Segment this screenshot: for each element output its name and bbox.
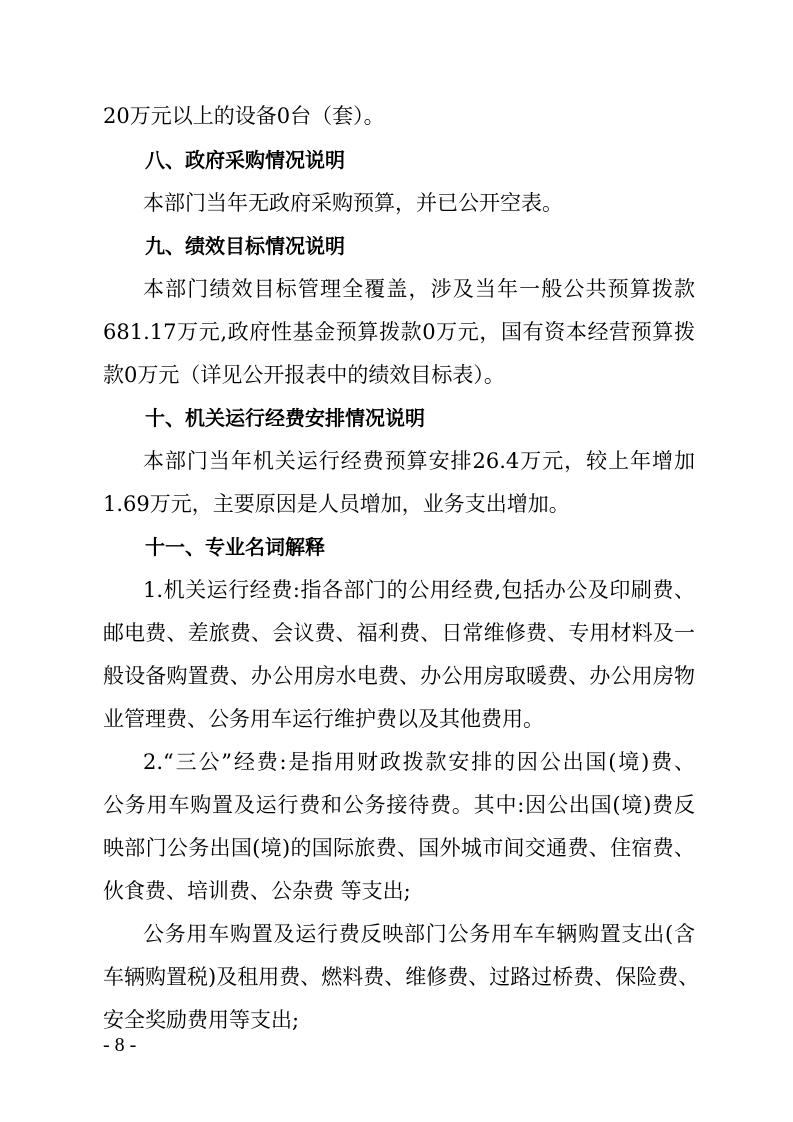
paragraph-line: 本部门当年机关运行经费预算安排26.4万元，较上年增加: [143, 449, 695, 473]
section-heading-11: 十一、专业名词解释: [145, 535, 325, 559]
paragraph-line: 本部门绩效目标管理全覆盖，涉及当年一般公共预算拨款: [143, 277, 695, 301]
paragraph-line: 映部门公务出国(境)的国际旅费、国外城市间交通费、住宿费、: [103, 836, 695, 860]
paragraph-line: 681.17万元,政府性基金预算拨款0万元，国有资本经营预算拨: [103, 320, 695, 344]
paragraph-line: 20万元以上的设备0台（套）。: [103, 104, 385, 128]
paragraph-line: 2.“三公”经费:是指用财政拨款安排的因公出国(境)费、: [143, 750, 695, 774]
paragraph-line: 公务用车购置及运行费和公务接待费。其中:因公出国(境)费反: [103, 793, 695, 817]
section-heading-9: 九、绩效目标情况说明: [145, 234, 345, 258]
section-heading-10: 十、机关运行经费安排情况说明: [145, 406, 425, 430]
paragraph-line: 1.机关运行经费:指各部门的公用经费,包括办公及印刷费、: [143, 578, 695, 602]
paragraph-line: 车辆购置税)及租用费、燃料费、维修费、过路过桥费、保险费、: [103, 965, 700, 989]
page-number: - 8 -: [103, 1034, 137, 1056]
paragraph-line: 般设备购置费、办公用房水电费、办公用房取暖费、办公用房物: [103, 664, 695, 688]
paragraph-line: 公务用车购置及运行费反映部门公务用车车辆购置支出(含: [143, 922, 695, 946]
paragraph-line: 伙食费、培训费、公杂费 等支出;: [103, 879, 411, 903]
paragraph-line: 安全奖励费用等支出;: [103, 1008, 300, 1032]
paragraph-line: 1.69万元，主要原因是人员增加，业务支出增加。: [103, 492, 570, 516]
paragraph-line: 本部门当年无政府采购预算，并已公开空表。: [143, 191, 563, 215]
paragraph-line: 邮电费、差旅费、会议费、福利费、日常维修费、专用材料及一: [103, 621, 695, 645]
section-heading-8: 八、政府采购情况说明: [145, 148, 345, 172]
paragraph-line: 业管理费、公务用车运行维护费以及其他费用。: [103, 707, 544, 731]
paragraph-line: 款0万元（详见公开报表中的绩效目标表）。: [103, 363, 505, 387]
